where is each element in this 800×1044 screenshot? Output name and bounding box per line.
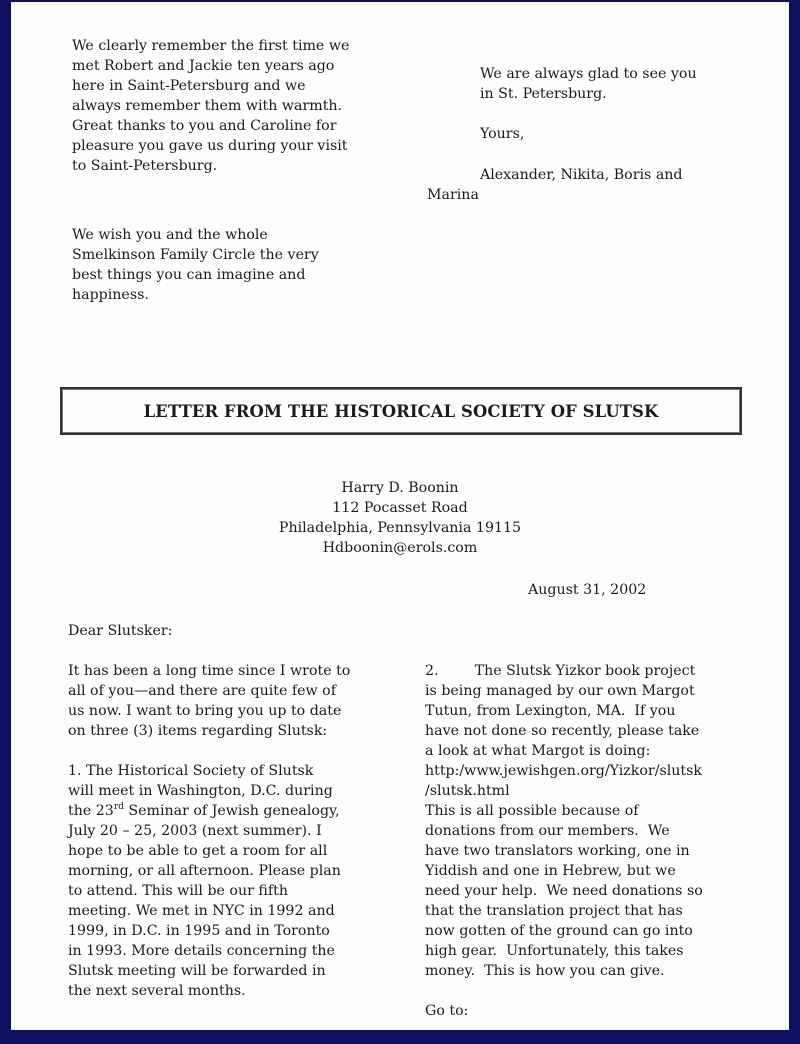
text-line: We wish you and the whole	[72, 227, 268, 243]
signers-line: Marina	[427, 187, 479, 203]
signers	[427, 165, 683, 205]
text-line-post: Seminar of Jewish genealogy,	[123, 803, 340, 819]
text-line: all of you—and there are quite few of	[68, 683, 336, 699]
text-line: here in Saint-Petersburg and we	[72, 78, 306, 94]
text-line: Hdboonin@erols.com	[322, 540, 478, 556]
text-line: to attend. This will be our fifth	[68, 883, 288, 899]
text-line: 2. The Slutsk Yizkor book project	[425, 663, 696, 679]
text-line: This is all possible because of	[425, 803, 639, 819]
text-line: always remember them with warmth.	[72, 98, 343, 114]
letter-left-paragraph-2	[68, 761, 341, 1001]
text-line: now gotten of the ground can go into	[425, 923, 693, 939]
text-line: hope to be able to get a room for all	[68, 843, 328, 859]
text-line: donations from our members. We	[425, 823, 670, 839]
text-line: best things you can imagine and	[72, 267, 306, 283]
text-line: happiness.	[72, 287, 149, 303]
text-line: pleasure you gave us during your visit	[72, 138, 348, 154]
text-line-pre: the 23	[68, 803, 114, 819]
text-line: Harry D. Boonin	[341, 480, 459, 496]
section-title: LETTER FROM THE HISTORICAL SOCIETY OF SLUTSK	[143, 401, 659, 421]
text-line: July 20 – 25, 2003 (next summer). I	[68, 823, 322, 839]
text-line: need your help. We need donations so	[425, 883, 703, 899]
text-line: Smelkinson Family Circle the very	[72, 247, 319, 263]
text-line: morning, or all afternoon. Please plan	[68, 863, 341, 879]
text-line: us now. I want to bring you up to date	[68, 703, 342, 719]
text-line: is being managed by our own Margot	[425, 683, 695, 699]
top-left-paragraph-2	[72, 225, 319, 305]
text-line: on three (3) items regarding Slutsk:	[68, 723, 328, 739]
text-line: /slutsk.html	[425, 783, 510, 799]
text-line: high gear. Unfortunately, this takes	[425, 943, 684, 959]
text-line: 1999, in D.C. in 1995 and in Toronto	[68, 923, 330, 939]
text-line	[68, 801, 341, 821]
text-line: Great thanks to you and Caroline for	[72, 118, 337, 134]
sender-address	[200, 478, 600, 558]
text-line: a look at what Margot is doing:	[425, 743, 651, 759]
signers-line: Alexander, Nikita, Boris and	[480, 167, 683, 183]
text-line: in 1993. More details concerning the	[68, 943, 335, 959]
text-line-sup: rd	[113, 802, 124, 812]
closing: Yours,	[480, 126, 525, 142]
text-line: It has been a long time since I wrote to	[68, 663, 351, 679]
letter-right-paragraph-1	[425, 661, 703, 981]
text-line: meeting. We met in NYC in 1992 and	[68, 903, 335, 919]
text-line: have two translators working, one in	[425, 843, 690, 859]
text-line: in St. Petersburg.	[480, 86, 607, 102]
letter-right-go-to: Go to:	[425, 1003, 469, 1019]
text-line: 112 Pocasset Road	[332, 500, 468, 516]
text-line: met Robert and Jackie ten years ago	[72, 58, 335, 74]
text-line: We are always glad to see you	[480, 66, 697, 82]
letter-date: August 31, 2002	[528, 582, 647, 598]
text-line: have not done so recently, please take	[425, 723, 700, 739]
letter-left-paragraph-1	[68, 661, 350, 741]
top-right-paragraph	[425, 64, 697, 104]
text-line: Slutsk meeting will be forwarded in	[68, 963, 326, 979]
text-line: Philadelphia, Pennsylvania 19115	[278, 520, 522, 536]
document-page	[11, 2, 789, 1030]
text-line: We clearly remember the first time we	[72, 38, 350, 54]
text-line: http:/www.jewishgen.org/Yizkor/slutsk	[425, 763, 703, 779]
section-title-box	[60, 387, 742, 435]
text-line: Yiddish and one in Hebrew, but we	[425, 863, 676, 879]
top-left-paragraph-1	[72, 36, 349, 176]
text-line: will meet in Washington, D.C. during	[68, 783, 333, 799]
salutation: Dear Slutsker:	[68, 623, 173, 639]
text-line: to Saint-Petersburg.	[72, 158, 218, 174]
text-line: money. This is how you can give.	[425, 963, 665, 979]
text-line: 1. The Historical Society of Slutsk	[68, 763, 314, 779]
text-line: that the translation project that has	[425, 903, 683, 919]
text-line: the next several months.	[68, 983, 246, 999]
text-line: Tutun, from Lexington, MA. If you	[425, 703, 676, 719]
